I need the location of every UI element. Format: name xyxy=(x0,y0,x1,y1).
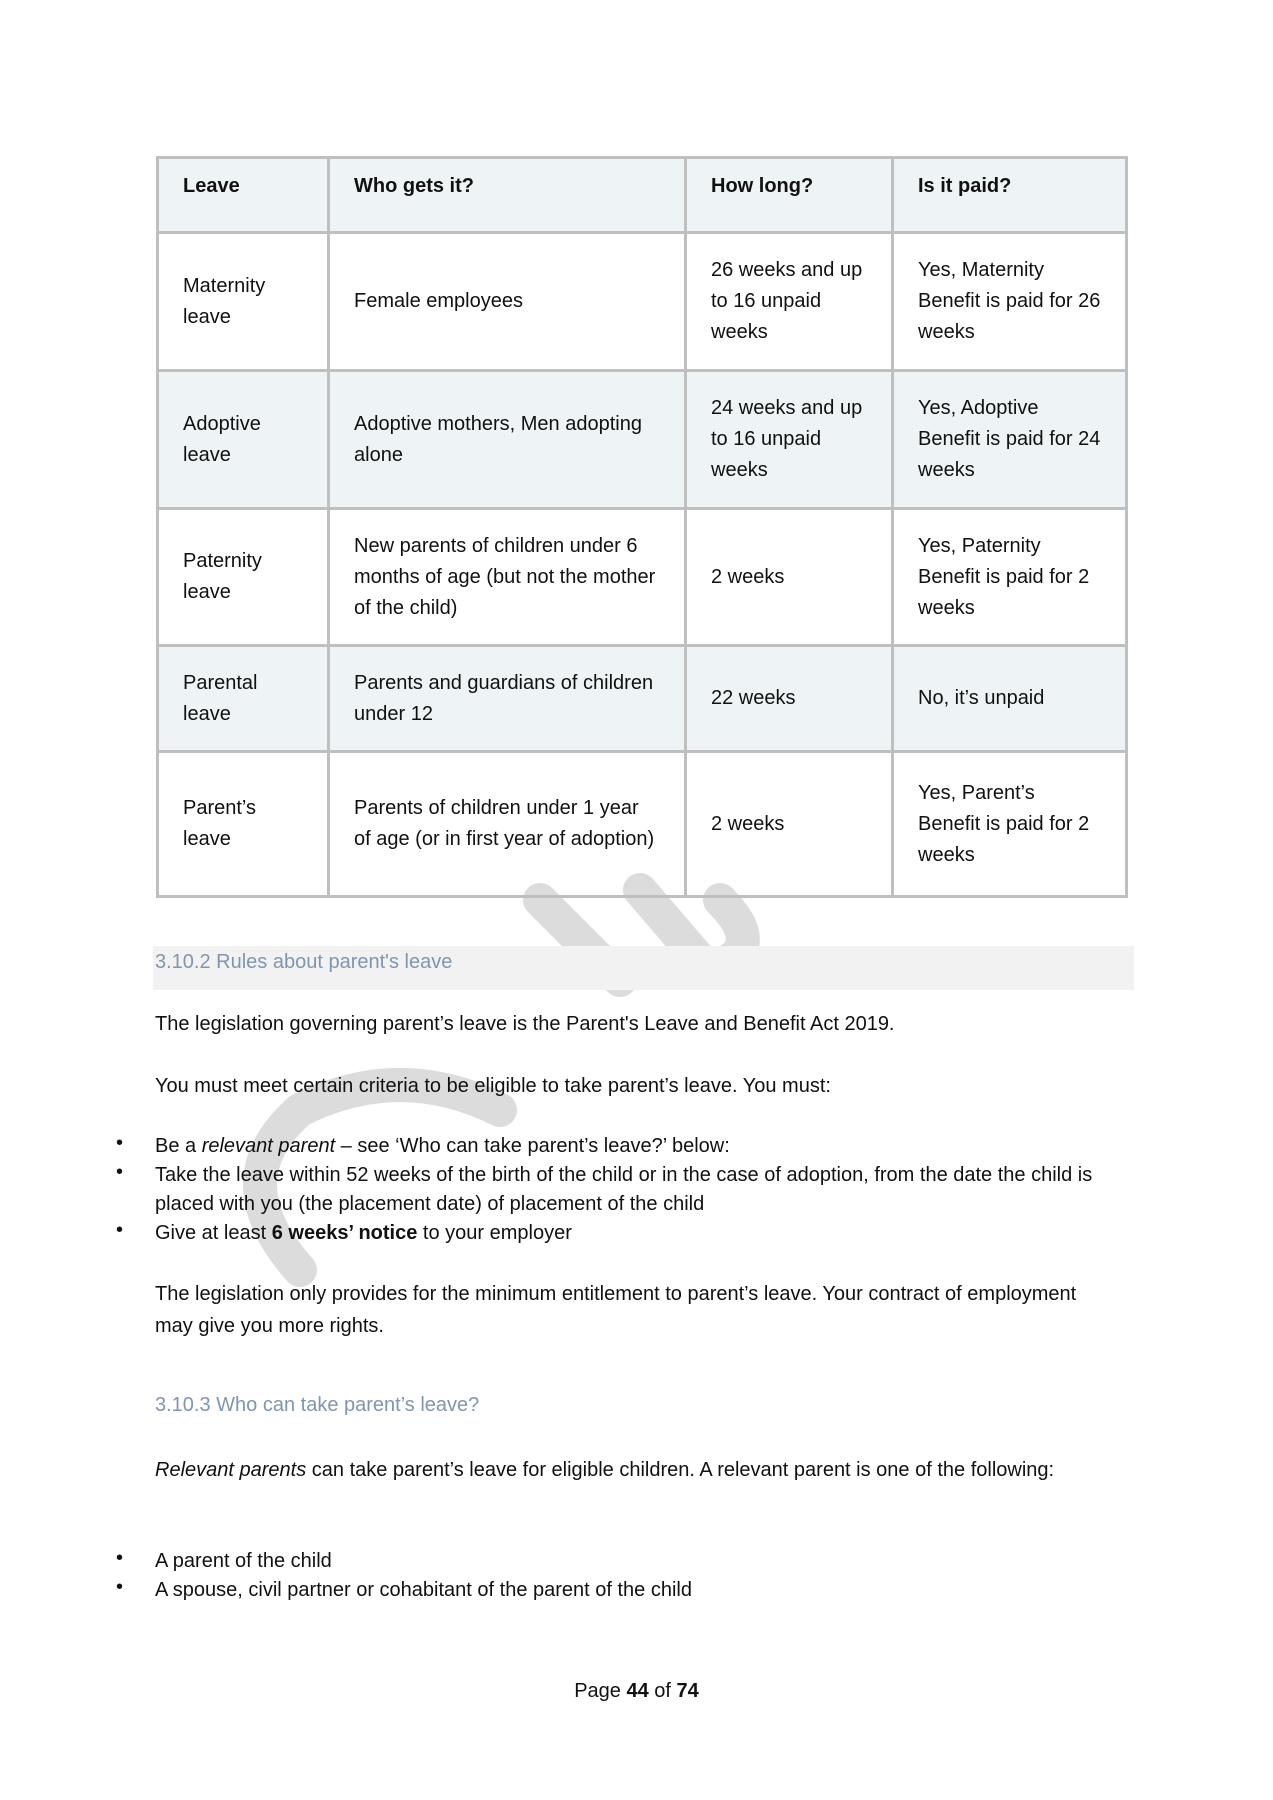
header-paid: Is it paid? xyxy=(893,158,1127,233)
cell: Adoptive leave xyxy=(158,371,329,509)
text: can take parent’s leave for eligible children. A relevant parent is one of the following: xyxy=(306,1459,1055,1481)
table-row xyxy=(158,646,1127,752)
cell: 22 weeks xyxy=(686,646,893,752)
text: – see ‘Who can take parent’s leave?’ below: xyxy=(335,1135,730,1157)
leave-table xyxy=(156,156,1128,898)
cell: Paternity leave xyxy=(158,509,329,646)
bullet-icon: • xyxy=(116,1132,124,1154)
cell: New parents of children under 6 months of age (but not the mother of the child) xyxy=(329,509,686,646)
cell: Parent’s leave xyxy=(158,752,329,897)
text: Give at least xyxy=(155,1222,272,1244)
bullet-icon: • xyxy=(116,1161,124,1183)
bullet-icon: • xyxy=(116,1576,124,1598)
cell: 26 weeks and up to 16 unpaid weeks xyxy=(686,233,893,371)
cell: Maternity leave xyxy=(158,233,329,371)
table-row xyxy=(158,752,1127,897)
text: of xyxy=(648,1680,677,1702)
list-item xyxy=(155,1219,572,1248)
header-leave: Leave xyxy=(158,158,329,233)
page-total: 74 xyxy=(676,1680,699,1702)
cell: Yes, Adoptive Benefit is paid for 24 weeks xyxy=(893,371,1127,509)
cell: Yes, Maternity Benefit is paid for 26 weeks xyxy=(893,233,1127,371)
text: Be a xyxy=(155,1135,202,1157)
table-row xyxy=(158,509,1127,646)
cell: Parents of children under 1 year of age (or in first year of adoption) xyxy=(329,752,686,897)
cell: 2 weeks xyxy=(686,752,893,897)
section-heading: 3.10.2 Rules about parent's leave xyxy=(153,946,1134,990)
list-item: A parent of the child xyxy=(155,1550,332,1572)
bullet-icon: • xyxy=(116,1219,124,1241)
cell: No, it’s unpaid xyxy=(893,646,1127,752)
italic-text: Relevant parents xyxy=(155,1459,307,1481)
text: Page xyxy=(574,1680,627,1702)
cell: Yes, Parent’s Benefit is paid for 2 weeks xyxy=(893,752,1127,897)
text: to your employer xyxy=(417,1222,572,1244)
header-who: Who gets it? xyxy=(329,158,686,233)
cell: 24 weeks and up to 16 unpaid weeks xyxy=(686,371,893,509)
paragraph: The legislation governing parent’s leave is the Parent's Leave and Benefit Act 2019. xyxy=(155,1013,895,1035)
paragraph xyxy=(155,1454,1105,1486)
list-item: A spouse, civil partner or cohabitant of the parent of the child xyxy=(155,1579,692,1601)
list-item xyxy=(155,1132,730,1161)
paragraph: You must meet certain criteria to be eligible to take parent’s leave. You must: xyxy=(155,1075,831,1097)
table-header-row xyxy=(158,158,1127,233)
header-how-long: How long? xyxy=(686,158,893,233)
cell: Adoptive mothers, Men adopting alone xyxy=(329,371,686,509)
list-item: Take the leave within 52 weeks of the birth of the child or in the case of adoption, from the date the child is placed with you (the placement date) of placement of the child xyxy=(155,1164,1093,1215)
table-row xyxy=(158,233,1127,371)
cell: 2 weeks xyxy=(686,509,893,646)
cell: Parental leave xyxy=(158,646,329,752)
page-number: 44 xyxy=(626,1680,649,1702)
cell: Female employees xyxy=(329,233,686,371)
page-footer xyxy=(0,1680,1273,1703)
italic-text: relevant parent xyxy=(201,1135,336,1157)
paragraph: The legislation only provides for the minimum entitlement to parent’s leave. Your contract of employment may give you more rights. xyxy=(155,1283,1077,1337)
table-row xyxy=(158,371,1127,509)
cell: Parents and guardians of children under 12 xyxy=(329,646,686,752)
section-heading: 3.10.3 Who can take parent’s leave? xyxy=(155,1394,480,1416)
bullet-icon: • xyxy=(116,1547,124,1569)
cell: Yes, Paternity Benefit is paid for 2 weeks xyxy=(893,509,1127,646)
bold-text: 6 weeks’ notice xyxy=(271,1222,418,1244)
